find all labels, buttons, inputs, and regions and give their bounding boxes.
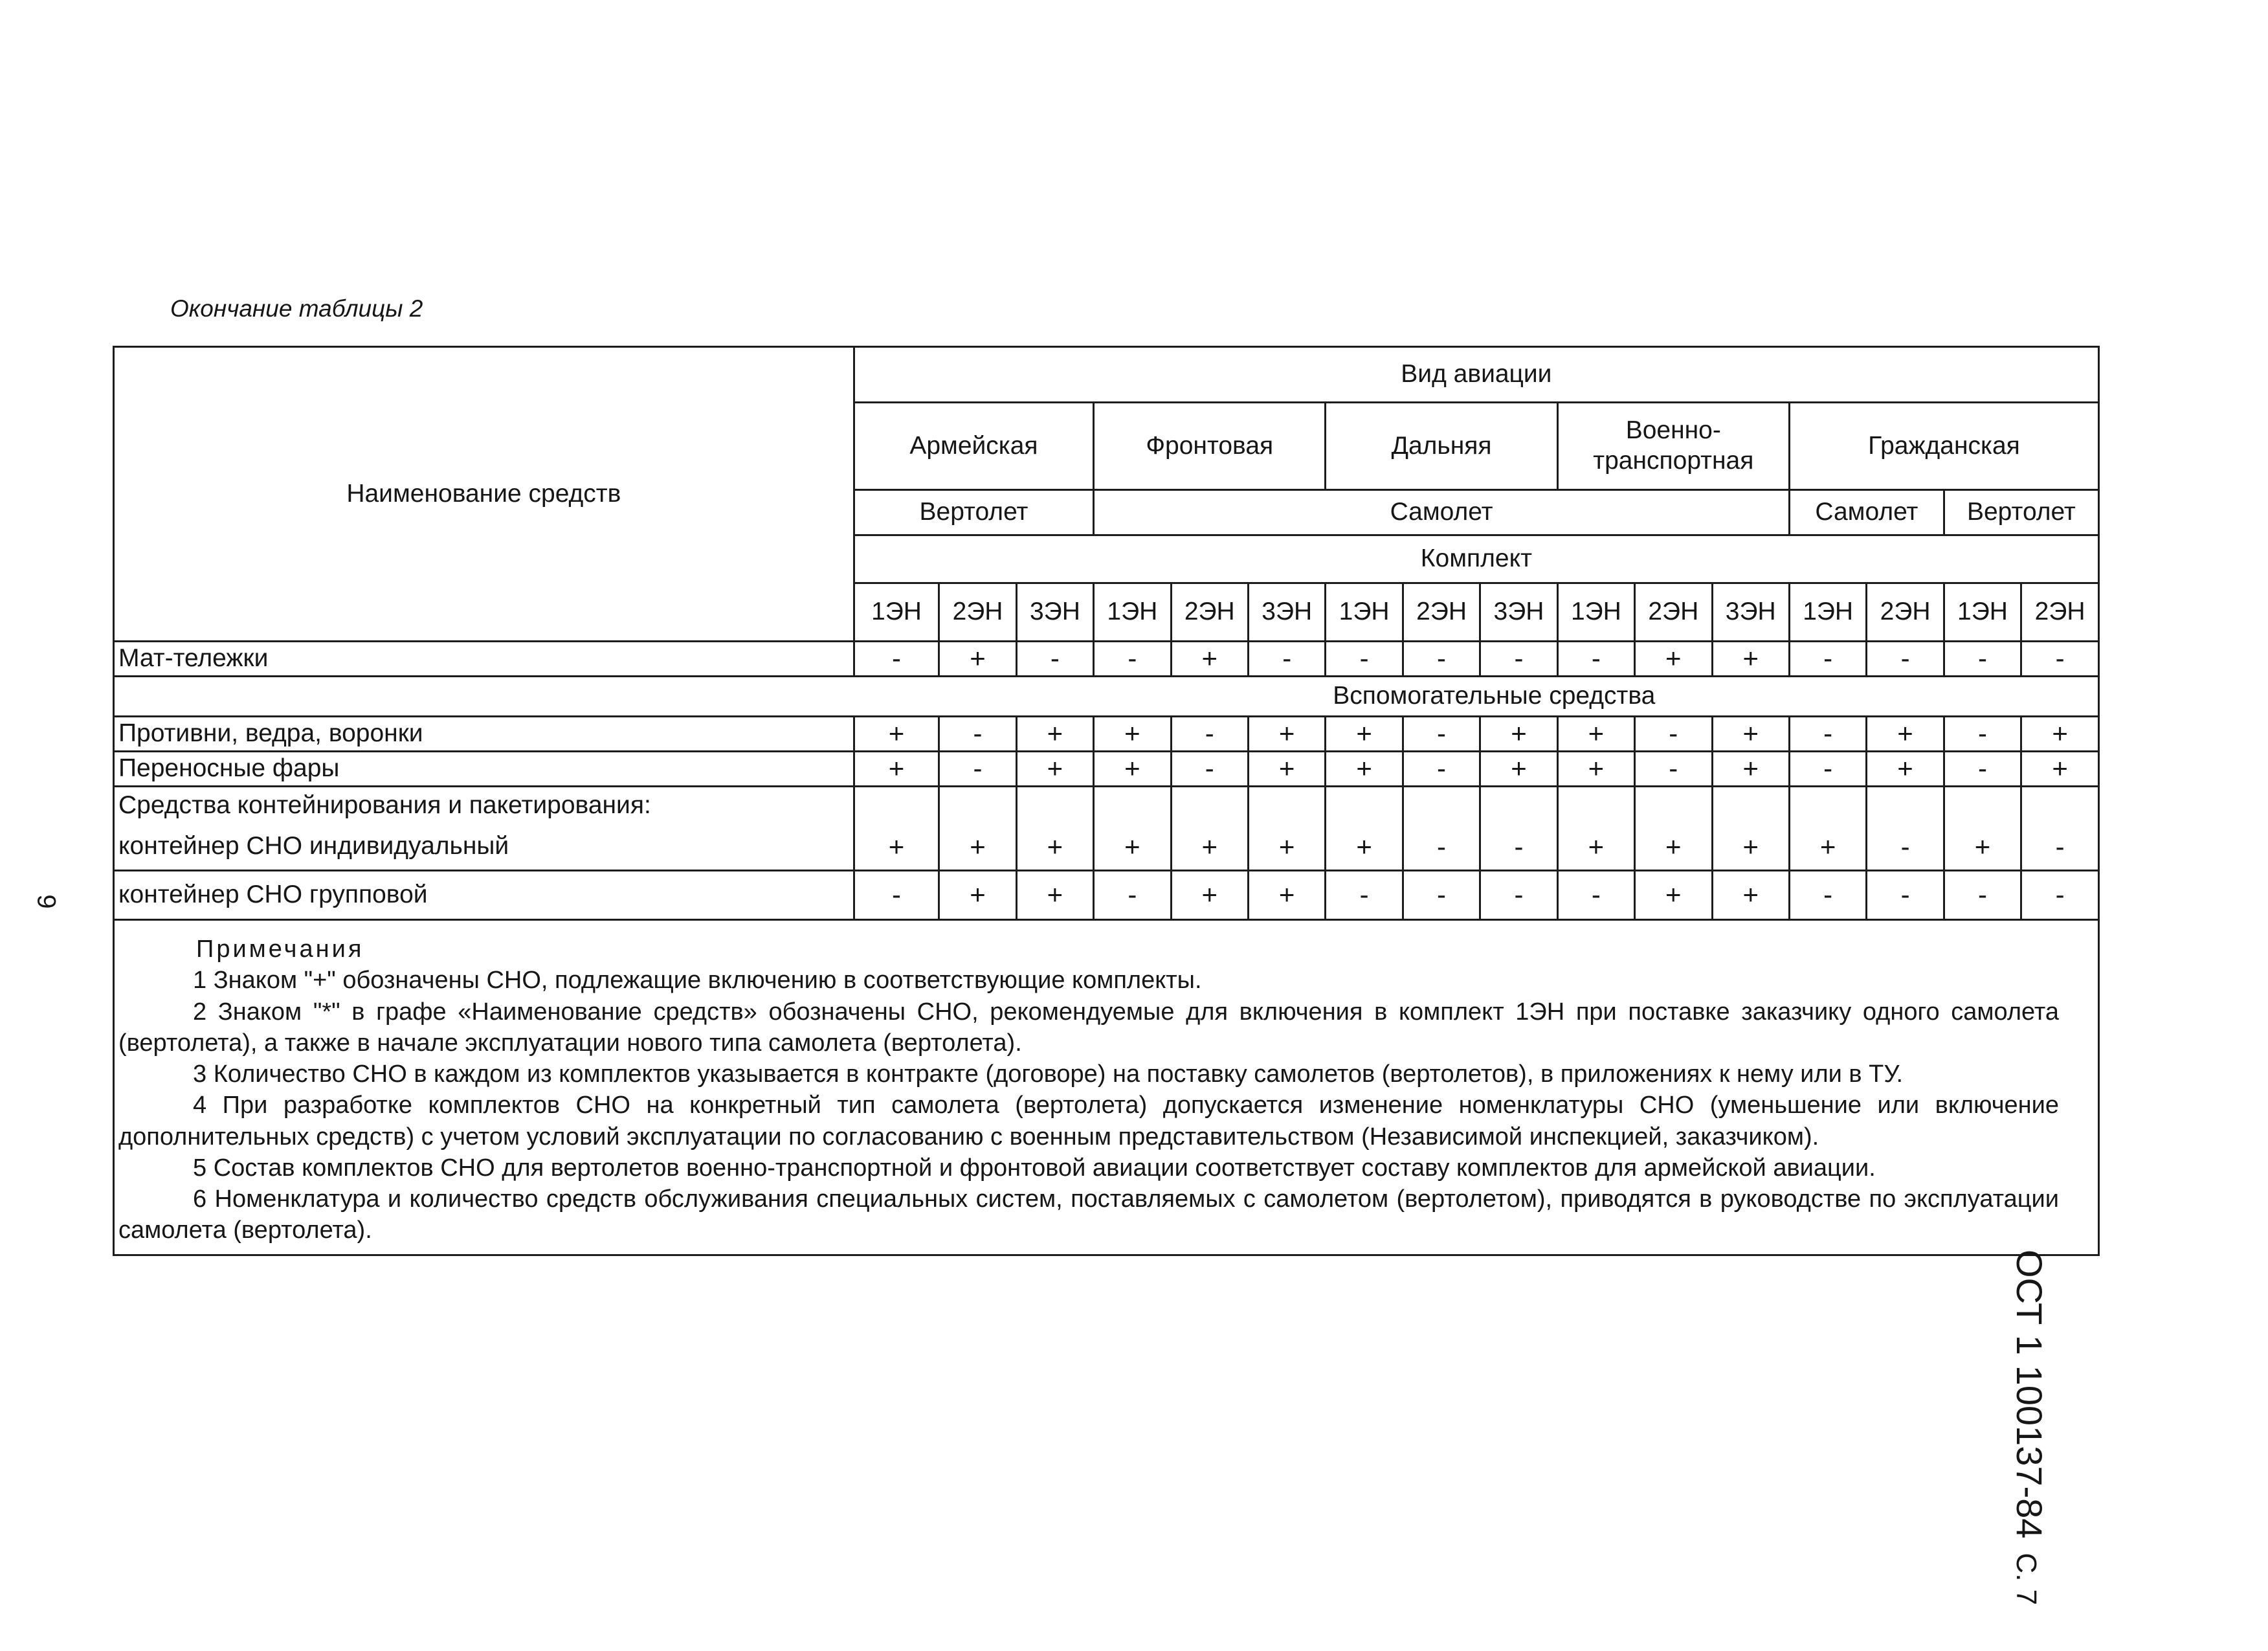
note-item: 6 Номенклатура и количество средств обслуживания специальных систем, поставляемых с самолетом (вертолетом), приводятся в руководстве по эксплуатации самолета (вертолета). <box>118 1185 2059 1244</box>
mark-cell: - <box>1867 642 1944 677</box>
mark-cell: - <box>1944 717 2021 752</box>
row-label: контейнер СНО индивидуальный <box>114 824 854 871</box>
mark-cell: + <box>1635 642 1712 677</box>
kit-code: 1ЭН <box>1789 583 1866 642</box>
mark-cell: - <box>1480 871 1557 920</box>
mark-cell: - <box>1094 642 1171 677</box>
mark-cell: + <box>1016 871 1093 920</box>
mark-cell: + <box>854 824 939 871</box>
mark-cell: + <box>1712 642 1789 677</box>
page-number: С. 7 <box>2010 1553 2042 1606</box>
mark-cell: - <box>854 871 939 920</box>
mark-cell: + <box>1171 871 1248 920</box>
mark-cell: - <box>1789 642 1866 677</box>
table-row-container-individual <box>114 824 2099 871</box>
mark-cell: - <box>1403 752 1480 787</box>
mark-cell: + <box>854 752 939 787</box>
mark-cell: + <box>1094 717 1171 752</box>
mark-cell: + <box>1248 824 1325 871</box>
mark-cell: + <box>1248 717 1325 752</box>
mark-cell: - <box>1867 824 1944 871</box>
kit-code: 3ЭН <box>1248 583 1325 642</box>
section-blank <box>114 677 854 717</box>
kit-code: 1ЭН <box>1326 583 1403 642</box>
mark-cell: - <box>1326 642 1403 677</box>
mark-cell: + <box>1867 752 1944 787</box>
note-item: 1 Знаком "+" обозначены СНО, подлежащие включению в соответствующие комплекты. <box>193 967 1202 994</box>
mark-cell: + <box>939 642 1016 677</box>
mark-cell: - <box>1171 717 1248 752</box>
mark-cell: - <box>939 752 1016 787</box>
mark-cell: + <box>1635 824 1712 871</box>
equipment-table <box>113 346 2100 1256</box>
aviation-frontline: Фронтовая <box>1094 403 1326 490</box>
row-label: контейнер СНО групповой <box>114 871 854 920</box>
aircraft-plane: Самолет <box>1094 490 1790 535</box>
aviation-army: Армейская <box>854 403 1093 490</box>
mark-cell: + <box>1248 871 1325 920</box>
note-item: 5 Состав комплектов СНО для вертолетов военно-транспортной и фронтовой авиации соответствует составу комплектов для армейской авиации. <box>193 1154 1876 1182</box>
mark-cell: + <box>1171 824 1248 871</box>
mark-cell: - <box>1944 871 2021 920</box>
kit-code: 1ЭН <box>1094 583 1171 642</box>
mark-cell: - <box>1171 752 1248 787</box>
kit-header: Комплект <box>854 535 2098 583</box>
table-row-mat-carts <box>114 642 2099 677</box>
notes-block <box>114 920 2099 1255</box>
aircraft-civil-plane: Самолет <box>1789 490 1944 535</box>
aviation-long-range: Дальняя <box>1326 403 1557 490</box>
mark-cell: - <box>1789 871 1866 920</box>
mark-cell: - <box>1557 871 1634 920</box>
mark-cell: - <box>2021 642 2099 677</box>
mark-cell: - <box>1789 752 1866 787</box>
aviation-military-transport: Военно-транспортная <box>1557 403 1789 490</box>
aircraft-civil-helicopter: Вертолет <box>1944 490 2098 535</box>
mark-cell: - <box>1480 642 1557 677</box>
mark-cell: + <box>1867 717 1944 752</box>
mark-cell: - <box>1635 752 1712 787</box>
kit-code: 1ЭН <box>854 583 939 642</box>
page-number-left: 9 <box>32 894 61 909</box>
mark-cell: + <box>1480 752 1557 787</box>
mark-cell: - <box>1944 752 2021 787</box>
mark-cell: + <box>1326 752 1403 787</box>
kit-code: 3ЭН <box>1016 583 1093 642</box>
mark-cell: - <box>1480 824 1557 871</box>
kit-code: 1ЭН <box>1557 583 1634 642</box>
mark-cell: + <box>1557 752 1634 787</box>
mark-cell: + <box>1557 824 1634 871</box>
aircraft-helicopter: Вертолет <box>854 490 1093 535</box>
kit-code: 2ЭН <box>939 583 1016 642</box>
kit-code: 1ЭН <box>1944 583 2021 642</box>
mark-cell: - <box>854 642 939 677</box>
mark-cell: + <box>1557 717 1634 752</box>
mark-cell: + <box>939 824 1016 871</box>
row-label: Переносные фары <box>114 752 854 787</box>
table-caption: Окончание таблицы 2 <box>170 295 423 322</box>
mark-cell: - <box>1867 871 1944 920</box>
mark-cell: + <box>1248 752 1325 787</box>
standard-designation <box>2008 1250 2051 1651</box>
note-item: 3 Количество СНО в каждом из комплектов указывается в контракте (договоре) на поставку самолетов (вертолетов), в приложениях к нему или в ТУ. <box>193 1061 1904 1088</box>
standard-number: ОСТ 1 100137-84 <box>2009 1250 2050 1539</box>
mark-cell: - <box>1403 824 1480 871</box>
mark-cell: + <box>1094 752 1171 787</box>
mark-cell: - <box>1403 642 1480 677</box>
mark-cell: - <box>2021 871 2099 920</box>
kit-code: 2ЭН <box>1867 583 1944 642</box>
mark-cell: + <box>2021 717 2099 752</box>
mark-cell: - <box>1635 717 1712 752</box>
table-row-container-group <box>114 871 2099 920</box>
aviation-type-header: Вид авиации <box>854 347 2098 403</box>
mark-cell: + <box>854 717 939 752</box>
mark-cell: + <box>2021 752 2099 787</box>
table-row-container-title <box>114 787 2099 824</box>
mark-cell: - <box>1403 717 1480 752</box>
section-auxiliary-means: Вспомогательные средства <box>854 677 2098 717</box>
kit-code: 3ЭН <box>1712 583 1789 642</box>
mark-cell: - <box>1016 642 1093 677</box>
table-row-portable-lights <box>114 752 2099 787</box>
mark-cell: + <box>1789 824 1866 871</box>
mark-cell: + <box>1094 824 1171 871</box>
notes-title: Примечания <box>196 936 364 963</box>
mark-cell: + <box>1712 752 1789 787</box>
mark-cell: + <box>939 871 1016 920</box>
kit-code: 2ЭН <box>1403 583 1480 642</box>
mark-cell: + <box>1016 717 1093 752</box>
mark-cell: + <box>1171 642 1248 677</box>
mark-cell: - <box>2021 824 2099 871</box>
mark-cell: + <box>1326 717 1403 752</box>
mark-cell: + <box>1326 824 1403 871</box>
kit-code: 3ЭН <box>1480 583 1557 642</box>
kit-code: 2ЭН <box>1171 583 1248 642</box>
note-item: 4 При разработке комплектов СНО на конкретный тип самолета (вертолета) допускается изменение номенклатуры СНО (уменьшение или включение дополнительных средств) с учетом условий эксплуатации по согласованию с военным представительством (Независимой инспекцией, заказчиком). <box>118 1092 2059 1151</box>
row-label: Противни, ведра, воронки <box>114 717 854 752</box>
mark-cell: + <box>1712 717 1789 752</box>
mark-cell: + <box>1016 752 1093 787</box>
mark-cell: - <box>1789 717 1866 752</box>
mark-cell: + <box>1712 871 1789 920</box>
mark-cell: - <box>1403 871 1480 920</box>
aviation-civil: Гражданская <box>1789 403 2098 490</box>
table-row-pans <box>114 717 2099 752</box>
mark-cell: + <box>1016 824 1093 871</box>
kit-code: 2ЭН <box>2021 583 2099 642</box>
row-label: Средства контейнирования и пакетирования: <box>114 787 854 824</box>
mark-cell: - <box>1557 642 1634 677</box>
mark-cell: - <box>939 717 1016 752</box>
mark-cell: + <box>1480 717 1557 752</box>
name-column-header: Наименование средств <box>114 347 854 642</box>
mark-cell: - <box>1326 871 1403 920</box>
mark-cell: + <box>1944 824 2021 871</box>
kit-code: 2ЭН <box>1635 583 1712 642</box>
mark-cell: - <box>1248 642 1325 677</box>
note-item: 2 Знаком "*" в графе «Наименование средств» обозначены СНО, рекомендуемые для включения в комплект 1ЭН при поставке заказчику одного самолета (вертолета), а также в начале эксплуатации нового типа самолета (вертолета). <box>118 998 2059 1057</box>
mark-cell: + <box>1712 824 1789 871</box>
mark-cell: - <box>1094 871 1171 920</box>
mark-cell: - <box>1944 642 2021 677</box>
row-label: Мат-тележки <box>114 642 854 677</box>
mark-cell: + <box>1635 871 1712 920</box>
